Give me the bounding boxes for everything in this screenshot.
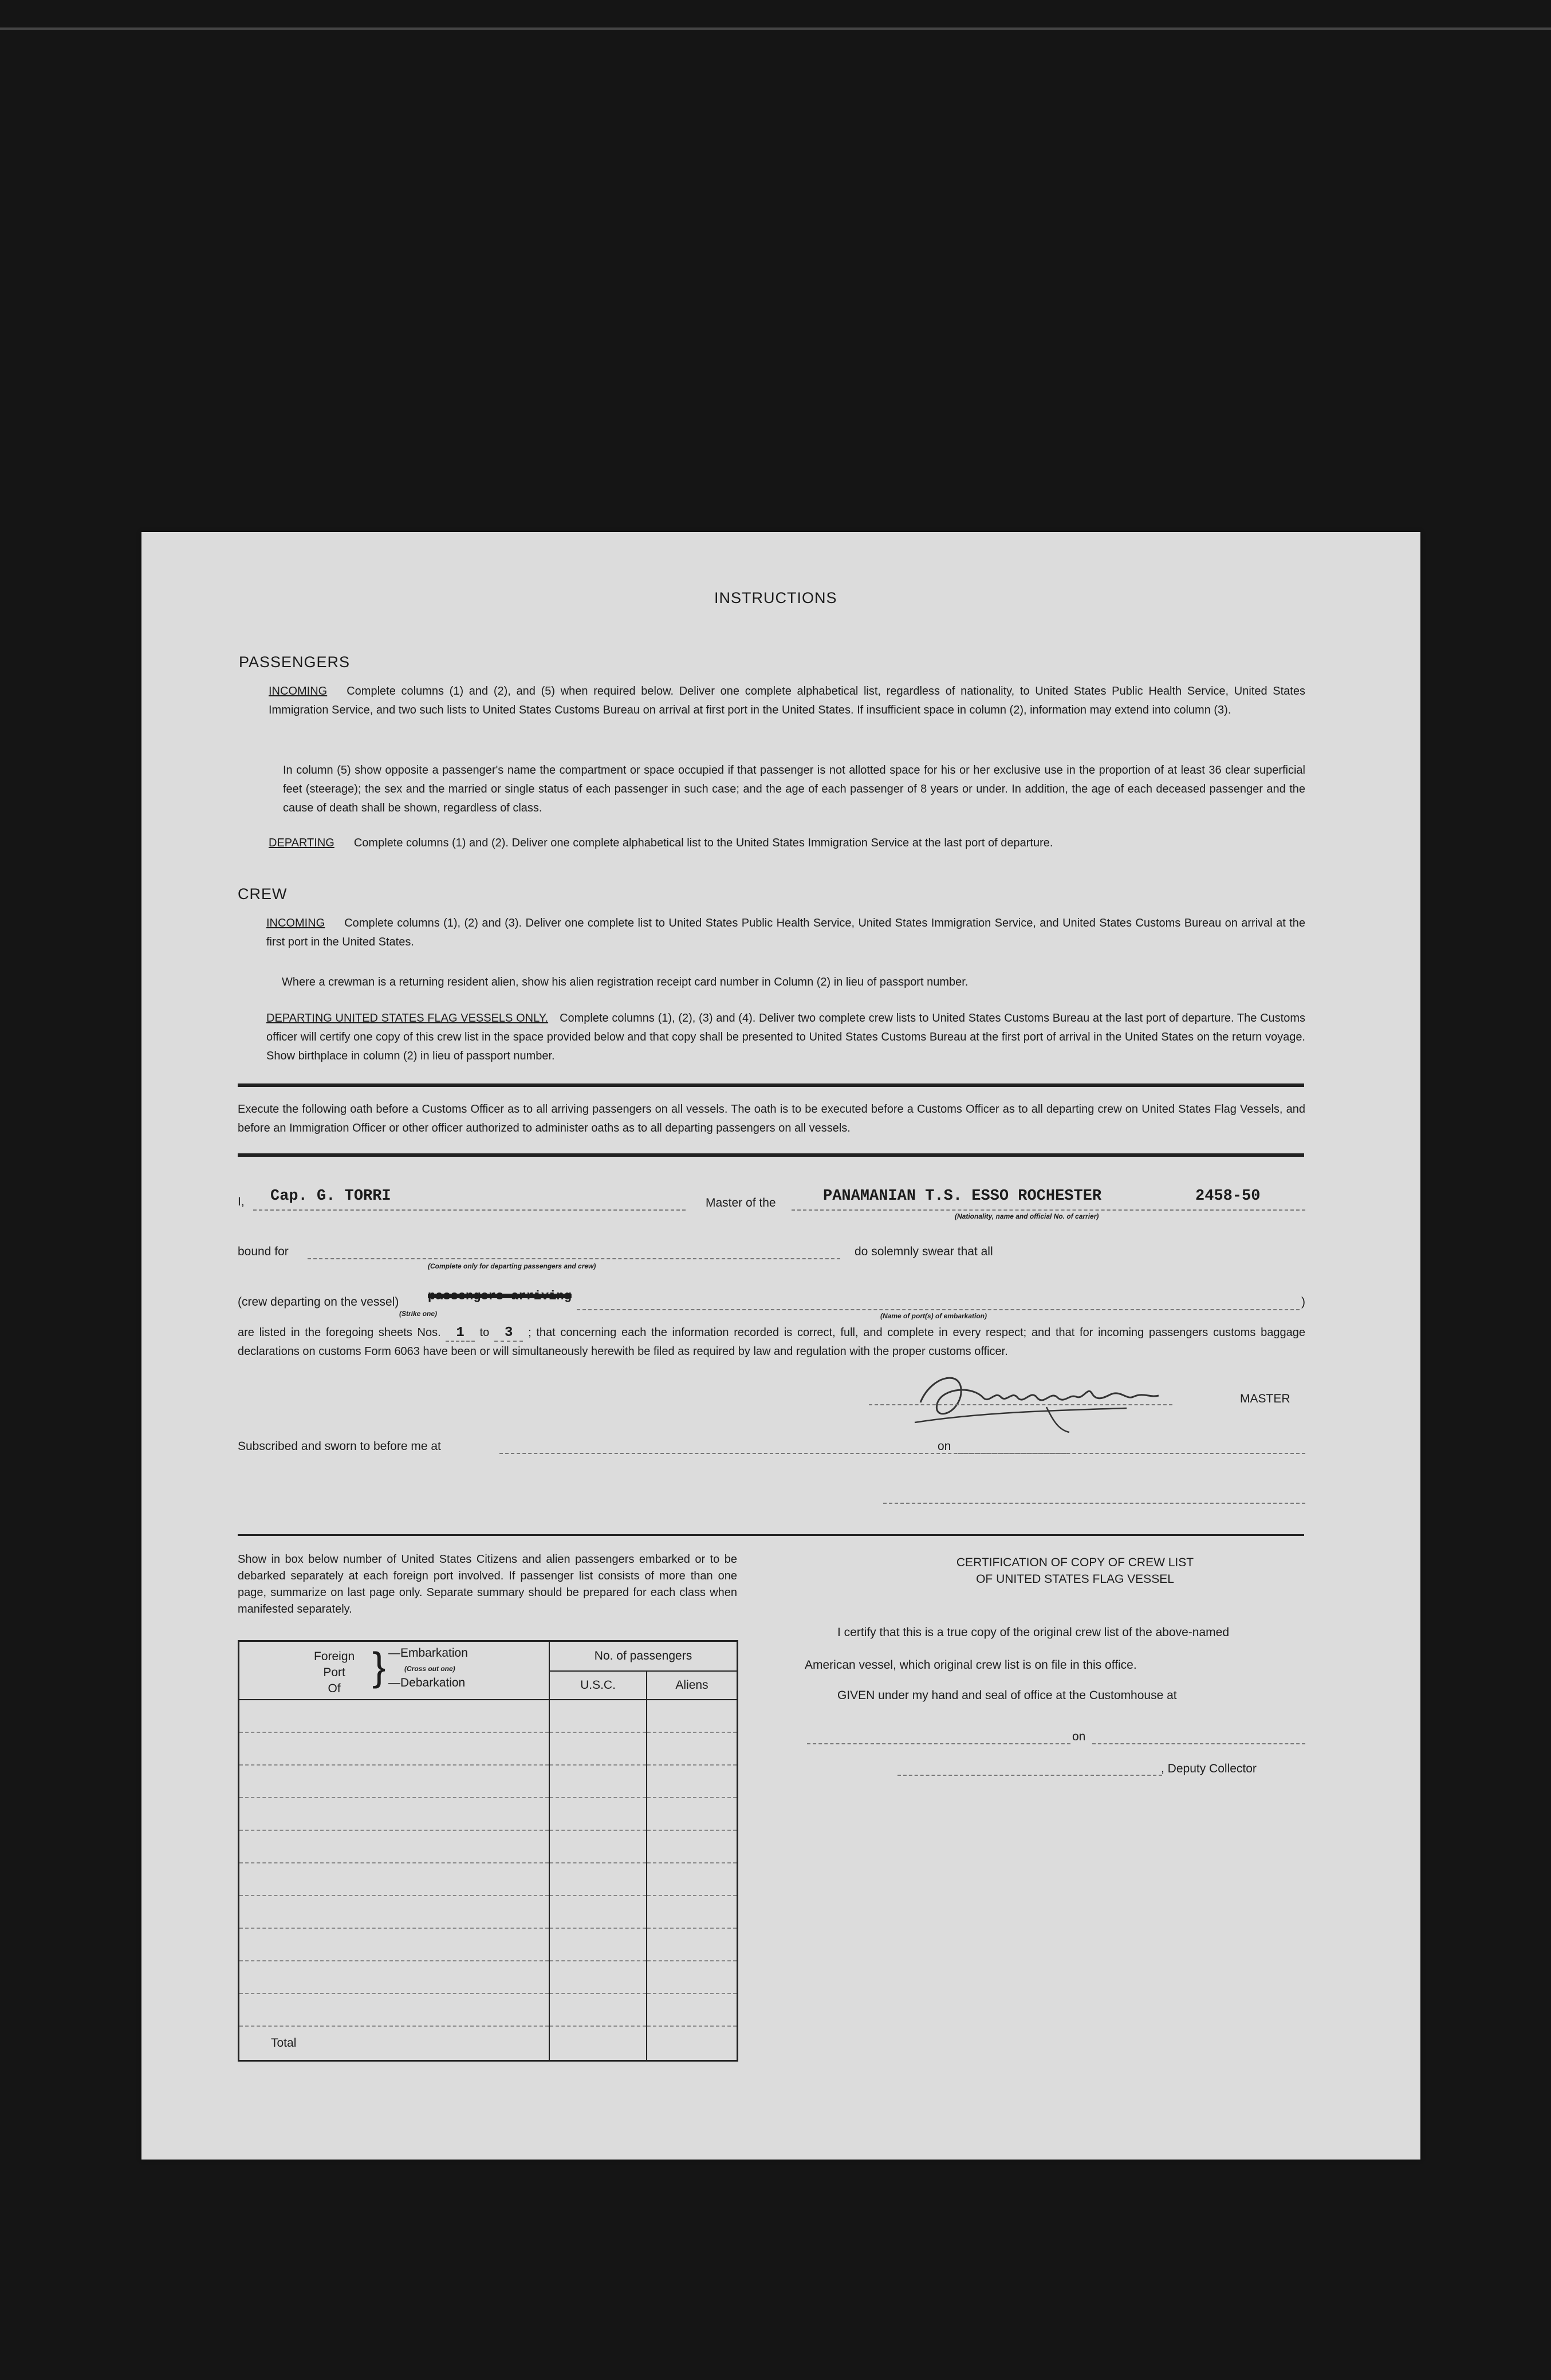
film-edge-line bbox=[0, 27, 1551, 30]
ports-line bbox=[577, 1309, 1300, 1310]
passengers-heading: PASSENGERS bbox=[239, 653, 351, 671]
strike-caption: (Strike one) bbox=[399, 1310, 438, 1318]
document-page bbox=[141, 532, 1420, 2160]
crew-incoming-label: INCOMING bbox=[266, 917, 325, 929]
col-usc: U.S.C. bbox=[550, 1672, 647, 1699]
signature-line bbox=[869, 1404, 1172, 1405]
certify-text: I certify that this is a true copy of the original crew list of the above-named bbox=[837, 1626, 1229, 1639]
table-row bbox=[239, 1928, 738, 1961]
passengers-column5-paragraph: In column (5) show opposite a passenger's name the compartment or space occupied if that passenger is not allotted space for his or her exclusive use in the proportion of at least 36 clear superficial feet (steerage); the sex and the married or single status of each passenger in such case; and the age of each passenger of 8 years or under. In addition, the age of each deceased passenger and the cause of death shall be shown, regardless of class. bbox=[283, 764, 1305, 814]
swear-label: do solemnly swear that all bbox=[855, 1245, 993, 1258]
sheets-paragraph bbox=[238, 1323, 1305, 1361]
crew-incoming-text: Complete columns (1), (2) and (3). Deliver one complete list to United States Public Health Service, United States Immigration Service, and United States Customs Bureau on arrival at the first port in the United States. bbox=[266, 917, 1305, 948]
col-cross: (Cross out one) bbox=[404, 1665, 455, 1673]
oath-instructions: Execute the following oath before a Customs Officer as to all arriving passengers on all vessels. The oath is to be executed before a Customs Officer as to all departing crew on United States Flag Vessels, and before an Immigration Officer or other officer authorized to administer oaths as to all departing passengers on all vessels. bbox=[238, 1103, 1305, 1134]
sheet-from: 1 bbox=[446, 1325, 474, 1342]
summary-instructions: Show in box below number of United States Citizens and alien passengers embarked or to be debarked separately at each foreign port involved. If passenger list consists of more than one page, summarize on last page only. Separate summary should be prepared for each class when manifested separately. bbox=[238, 1553, 737, 1615]
master-of-label: Master of the bbox=[706, 1196, 776, 1209]
sheets-pre: are listed in the foregoing sheets Nos. bbox=[238, 1326, 441, 1339]
table-row bbox=[239, 1798, 738, 1830]
col-embark: —Embarkation bbox=[388, 1646, 468, 1660]
vessel-name: PANAMANIAN T.S. ESSO ROCHESTER bbox=[823, 1188, 1102, 1205]
passenger-summary-table bbox=[238, 1640, 738, 2062]
certification-title bbox=[920, 1554, 1230, 1587]
table-row bbox=[239, 1993, 738, 2026]
bound-for-label: bound for bbox=[238, 1245, 289, 1258]
bound-for-line bbox=[308, 1258, 840, 1259]
table-row bbox=[239, 1896, 738, 1928]
table-row bbox=[239, 1700, 738, 1732]
col-foreign: Foreign Port Of bbox=[314, 1650, 355, 1695]
subscribed-label: Subscribed and sworn to before me at bbox=[238, 1440, 441, 1453]
crew-incoming-paragraph bbox=[266, 914, 1305, 952]
sheet-to: 3 bbox=[494, 1325, 523, 1342]
total-label: Total bbox=[271, 2036, 297, 2050]
deputy-label: , Deputy Collector bbox=[1161, 1762, 1257, 1775]
passengers-incoming-text: Complete columns (1) and (2), and (5) when required below. Deliver one complete alphabetical list, regardless of nationality, to United States Public Health Service, United States Immigration Service, and two such lists to United States Customs Bureau on arrival at first port in the United States. If insufficient space in column (2), information may extend into column (3). bbox=[269, 685, 1305, 716]
crew-resident-paragraph: Where a crewman is a returning resident alien, show his alien registration receipt card number in Column (2) in lieu of passport number. bbox=[282, 976, 969, 988]
brace-icon: } bbox=[372, 1644, 386, 1689]
passengers-incoming-label: INCOMING bbox=[269, 685, 328, 698]
vessel-number: 2458-50 bbox=[1195, 1188, 1261, 1205]
crew-departing-text: Complete columns (1), (2), (3) and (4). Deliver two complete crew lists to United States Customs Bureau at the last port of departure. The Customs officer will certify one copy of this crew list in the space provided below and that copy shall be presented to United States Customs Bureau at the first port of arrival in the United States on the return voyage. Show birthplace in column (2) in lieu of passport number. bbox=[266, 1012, 1305, 1062]
crew-departing-label: (crew departing on the vessel) bbox=[238, 1295, 399, 1309]
crew-departing-paragraph bbox=[266, 1009, 1305, 1066]
given-text: GIVEN under my hand and seal of office at the Customhouse at bbox=[837, 1689, 1177, 1702]
to-label: to bbox=[479, 1326, 490, 1339]
certification-title-line2: OF UNITED STATES FLAG VESSEL bbox=[976, 1573, 1174, 1586]
foreign-port-header bbox=[239, 1641, 550, 1700]
ports-caption: (Name of port(s) of embarkation) bbox=[880, 1312, 987, 1320]
ports-close-paren: ) bbox=[1301, 1295, 1305, 1309]
crew-heading: CREW bbox=[238, 885, 288, 903]
deputy-signature-line bbox=[897, 1775, 1162, 1776]
table-row bbox=[239, 1765, 738, 1798]
struck-passengers-arriving: passengers arriving bbox=[428, 1289, 572, 1303]
master-name-line bbox=[253, 1209, 686, 1211]
section-divider bbox=[238, 1153, 1304, 1157]
table-row bbox=[239, 1961, 738, 1993]
customhouse-line bbox=[807, 1743, 1070, 1744]
total-row bbox=[239, 2026, 738, 2060]
passengers-departing-label: DEPARTING bbox=[269, 837, 334, 849]
passengers-departing-text: Complete columns (1) and (2). Deliver one complete alphabetical list to the United States Immigration Service at the last port of departure. bbox=[353, 837, 1053, 849]
section-divider bbox=[238, 1534, 1304, 1536]
page-title: INSTRUCTIONS bbox=[714, 589, 837, 606]
col-no-passengers: No. of passengers bbox=[550, 1642, 737, 1672]
passengers-incoming-paragraph bbox=[269, 682, 1305, 720]
table-row bbox=[239, 1830, 738, 1863]
master-signature bbox=[897, 1362, 1195, 1437]
master-label: MASTER bbox=[1240, 1392, 1290, 1405]
certification-title-line1: CERTIFICATION OF COPY OF CREW LIST bbox=[956, 1556, 1194, 1569]
vessel-line bbox=[792, 1209, 1305, 1211]
crew-departing-label: DEPARTING UNITED STATES FLAG VESSELS ONLY. bbox=[266, 1012, 549, 1024]
sworn-on-label: on bbox=[938, 1440, 951, 1453]
officer-signature-line bbox=[883, 1503, 1305, 1504]
cert-on-label: on bbox=[1072, 1730, 1086, 1743]
table-row bbox=[239, 1863, 738, 1896]
sworn-on-line bbox=[958, 1453, 1305, 1454]
sheets-post: ; that concerning each the information recorded is correct, full, and complete in every respect; and that for incoming passengers customs baggage declarations on customs Form 6063 have been or will simultaneously herewith be filed as required by law and regulation with the proper customs officer. bbox=[238, 1326, 1306, 1358]
table-row bbox=[239, 1732, 738, 1765]
passengers-header bbox=[549, 1641, 738, 1700]
passengers-departing-paragraph bbox=[269, 834, 1305, 853]
col-aliens: Aliens bbox=[675, 1678, 708, 1692]
cert-on-line bbox=[1092, 1743, 1305, 1744]
section-divider bbox=[238, 1083, 1304, 1087]
oath-i-label: I, bbox=[238, 1195, 245, 1208]
certify-vessel-text: American vessel, which original crew list is on file in this office. bbox=[805, 1658, 1137, 1672]
col-debark: —Debarkation bbox=[388, 1676, 466, 1689]
vessel-caption: (Nationality, name and official No. of carrier) bbox=[955, 1212, 1099, 1220]
bound-for-caption: (Complete only for departing passengers and crew) bbox=[428, 1262, 596, 1270]
master-name: Cap. G. TORRI bbox=[270, 1188, 391, 1205]
